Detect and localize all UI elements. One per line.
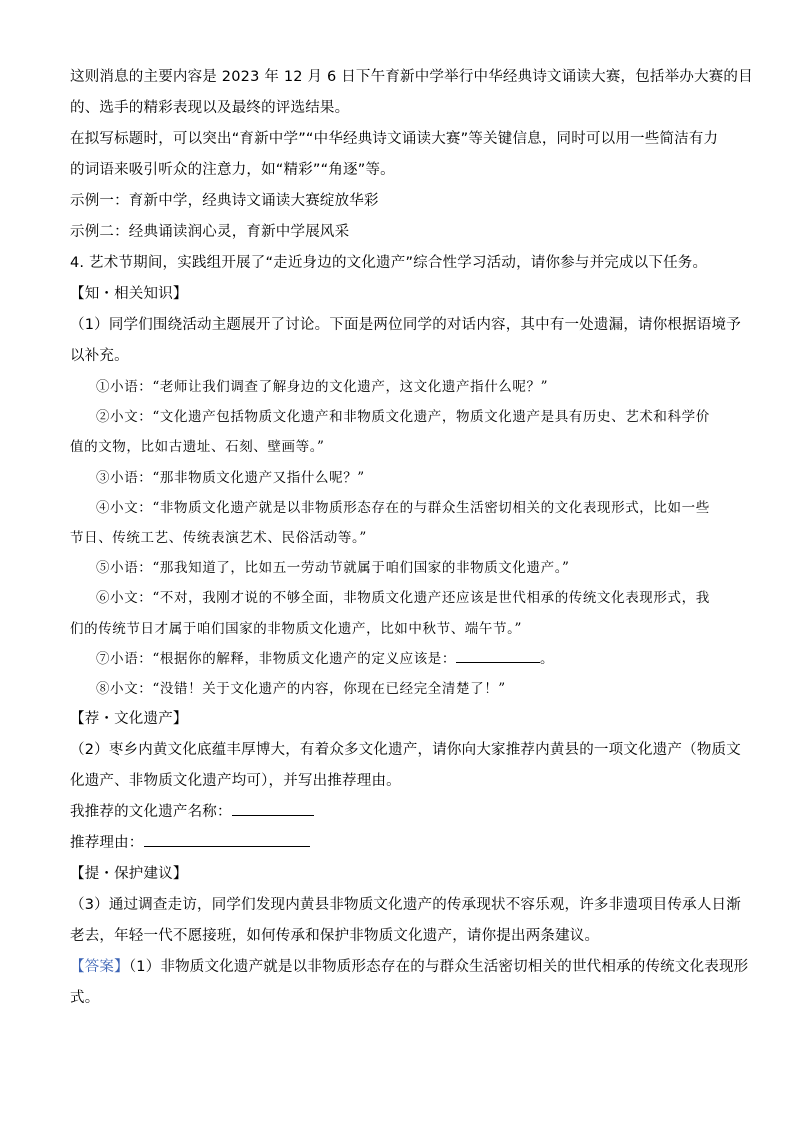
dialog-line: ②小文：“文化遗产包括物质文化遗产和非物质文化遗产，物质文化遗产是具有历史、艺术和科学价 [96,409,710,426]
paragraph-line: 的、选手的精彩表现以及最终的评选结果。 [70,100,350,116]
example-two: 示例二：经典诵读润心灵，育新中学展风采 [70,224,350,240]
fill-blank-reason [144,832,310,847]
question-2-line: （2）枣乡内黄文化底蕴丰厚博大，有着众多文化遗产，请你向大家推荐内黄县的一项文化遗产（物质文 [70,742,741,759]
question-2-line: 化遗产、非物质文化遗产均可），并写出推荐理由。 [70,773,401,790]
recommend-reason-label: 推荐理由： [70,835,144,852]
question-3-line: 老去，年轻一代不愿接班，如何传承和保护非物质文化遗产，请你提出两条建议。 [70,928,600,945]
dialog-text: ⑦小语：“根据你的解释，非物质文化遗产的定义应该是： [96,650,457,667]
recommend-name-label: 我推荐的文化遗产名称： [70,804,232,821]
question-4: 4. 艺术节期间，实践组开展了“走近身边的文化遗产”综合性学习活动，请你参与并完成以下任务。 [70,255,708,271]
recommend-name-row [70,797,730,828]
dialog-line: ①小语：“老师让我们调查了解身边的文化遗产，这文化遗产指什么呢？” [96,379,549,395]
paragraph-line: 这则消息的主要内容是 2023 年 12 月 6 日下午育新中学举行中华经典诗文诵读大赛，包括举办大赛的目 [70,69,753,85]
answer-tag: 【答案】 [70,959,129,976]
question-1-line: 以补充。 [70,348,129,364]
dialog-line: ③小语：“那非物质文化遗产又指什么呢？” [96,469,365,486]
dialog-text: 。 [540,650,555,667]
dialog-line: 值的文物，比如古遗址、石刻、壁画等。” [70,439,325,456]
dialog-line: 节日、传统工艺、传统表演艺术、民俗活动等。” [70,530,367,547]
dialog-line-with-blank [70,644,730,674]
fill-blank-name [232,801,314,816]
paragraph-line: 在拟写标题时，可以突出“育新中学”“中华经典诗文诵读大赛”等关键信息，同时可以用一些简洁有力 [70,131,719,147]
document-page [70,62,753,1014]
paragraph-line: 的词语来吸引听众的注意力，如“精彩”“角逐”等。 [70,162,395,178]
answer-text: （1）非物质文化遗产就是以非物质形态存在的与群众生活密切相关的世代相承的传统文化表现形 [128,959,749,976]
answer-line: 式。 [70,990,100,1007]
example-one: 示例一：育新中学，经典诗文诵读大赛绽放华彩 [70,193,379,209]
dialog-line: ⑤小语：“那我知道了，比如五一劳动节就属于咱们国家的非物质文化遗产。” [96,560,570,577]
section-title-recommend: 【荐・文化遗产】 [70,711,188,728]
fill-blank-definition [456,648,540,663]
dialog-line: ⑧小文：“没错！关于文化遗产的内容，你现在已经完全清楚了！” [96,681,506,698]
answer-line [70,952,749,983]
question-3-line: （3）通过调查走访，同学们发现内黄县非物质文化遗产的传承现状不容乐观，许多非遗项目传承人日渐 [70,897,741,914]
dialog-line: ④小文：“非物质文化遗产就是以非物质形态存在的与群众生活密切相关的文化表现形式，比如一些 [96,499,710,516]
recommend-reason-row [70,828,730,859]
question-1-line: （1）同学们围绕活动主题展开了讨论。下面是两位同学的对话内容，其中有一处遗漏，请你根据语境予 [70,317,741,333]
section-title-suggestions: 【提・保护建议】 [70,866,188,883]
section-title-knowledge: 【知・相关知识】 [70,286,188,302]
dialog-line: ⑥小文：“不对，我刚才说的不够全面，非物质文化遗产还应该是世代相承的传统文化表现形式，我 [96,590,710,607]
dialog-line: 们的传统节日才属于咱们国家的非物质文化遗产，比如中秋节、端午节。” [70,620,522,637]
